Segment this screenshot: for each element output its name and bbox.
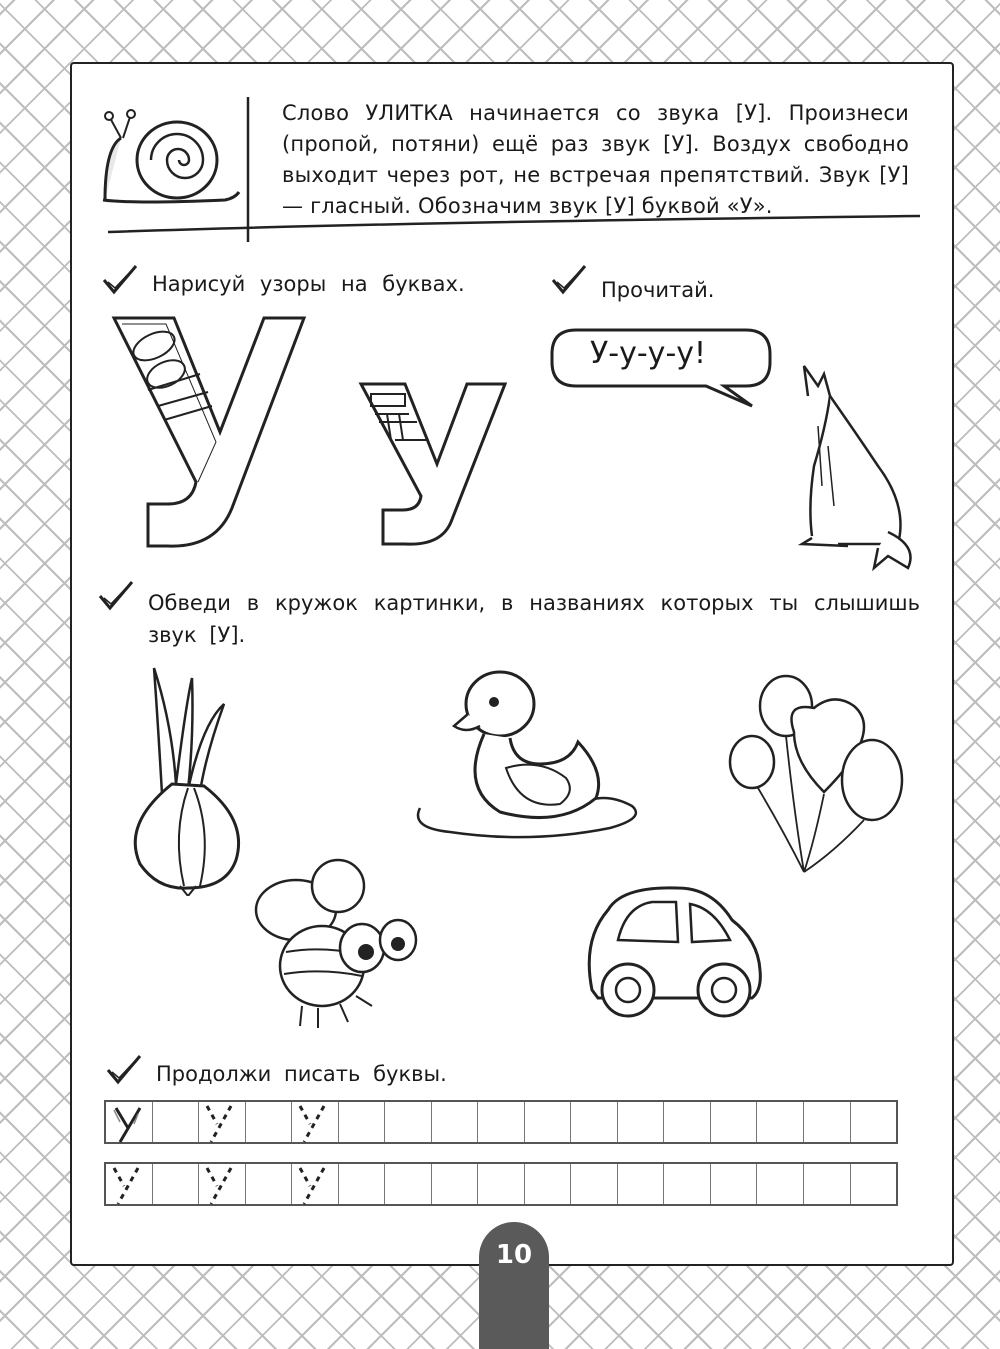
task-read: Прочитай. [601, 278, 715, 302]
writing-cell[interactable] [339, 1102, 386, 1142]
lowercase-letter-u-outline [355, 378, 510, 548]
checkmark-icon [100, 262, 140, 296]
writing-cell[interactable] [385, 1164, 432, 1204]
writing-cell[interactable] [246, 1164, 293, 1204]
bee-icon [252, 856, 422, 1032]
writing-cell[interactable] [525, 1102, 572, 1142]
writing-cell[interactable] [199, 1164, 246, 1204]
writing-cell[interactable] [804, 1102, 851, 1142]
writing-cell[interactable] [153, 1102, 200, 1142]
trace-letter-dotted [292, 1102, 336, 1144]
task-continue-writing: Продолжи писать буквы. [156, 1062, 447, 1086]
wolf-icon [778, 356, 928, 576]
trace-letter-guide [106, 1102, 150, 1144]
writing-cell[interactable] [851, 1102, 897, 1142]
writing-cell[interactable] [571, 1102, 618, 1142]
writing-cell[interactable] [757, 1164, 804, 1204]
writing-cell[interactable] [525, 1164, 572, 1204]
writing-cell[interactable] [106, 1102, 153, 1142]
car-icon [582, 880, 768, 1022]
writing-cell[interactable] [153, 1164, 200, 1204]
uppercase-letter-u-outline [108, 312, 308, 552]
duck-icon [410, 668, 644, 848]
checkmark-icon [549, 262, 589, 296]
writing-cell[interactable] [478, 1164, 525, 1204]
writing-cell[interactable] [711, 1164, 758, 1204]
trace-letter-dotted [292, 1164, 336, 1206]
writing-cell[interactable] [246, 1102, 293, 1142]
writing-cell[interactable] [339, 1164, 386, 1204]
writing-grid-row-2 [104, 1162, 898, 1206]
writing-cell[interactable] [432, 1164, 479, 1204]
writing-cell[interactable] [292, 1164, 339, 1204]
writing-cell[interactable] [292, 1102, 339, 1142]
writing-cell[interactable] [851, 1164, 897, 1204]
writing-cell[interactable] [664, 1102, 711, 1142]
trace-letter-dotted [199, 1102, 243, 1144]
task-circle-pictures: Обведи в кружок картинки, в названиях которых ты слышишь звук [У]. [148, 591, 920, 647]
trace-letter-dotted [106, 1164, 150, 1206]
onion-icon [132, 664, 244, 896]
writing-cell[interactable] [106, 1164, 153, 1204]
writing-cell[interactable] [618, 1102, 665, 1142]
writing-cell[interactable] [804, 1164, 851, 1204]
checkmark-icon [96, 578, 136, 612]
writing-cell[interactable] [618, 1164, 665, 1204]
writing-grid-row-1 [104, 1100, 898, 1144]
writing-cell[interactable] [711, 1102, 758, 1142]
writing-cell[interactable] [478, 1102, 525, 1142]
speech-bubble-text: У-у-у-у! [590, 336, 707, 371]
writing-cell[interactable] [199, 1102, 246, 1142]
intro-paragraph: Слово УЛИТКА начинается со звука [У]. Произнеси (пропой, потяни) ещё раз звук [У]. Воздух свободно выходит через рот, не встречая препятствий. Звук [У] — гласный. Обозначим звук [У] буквой «У». [282, 101, 909, 218]
checkmark-icon [104, 1052, 144, 1086]
page-number-tab [479, 1222, 549, 1349]
task-draw-patterns: Нарисуй узоры на буквах. [152, 272, 465, 296]
balloons-icon [724, 672, 910, 882]
trace-letter-dotted [199, 1164, 243, 1206]
writing-cell[interactable] [664, 1164, 711, 1204]
writing-cell[interactable] [571, 1164, 618, 1204]
writing-cell[interactable] [385, 1102, 432, 1142]
writing-cell[interactable] [432, 1102, 479, 1142]
page-number: 10 [495, 1240, 533, 1270]
writing-cell[interactable] [757, 1102, 804, 1142]
